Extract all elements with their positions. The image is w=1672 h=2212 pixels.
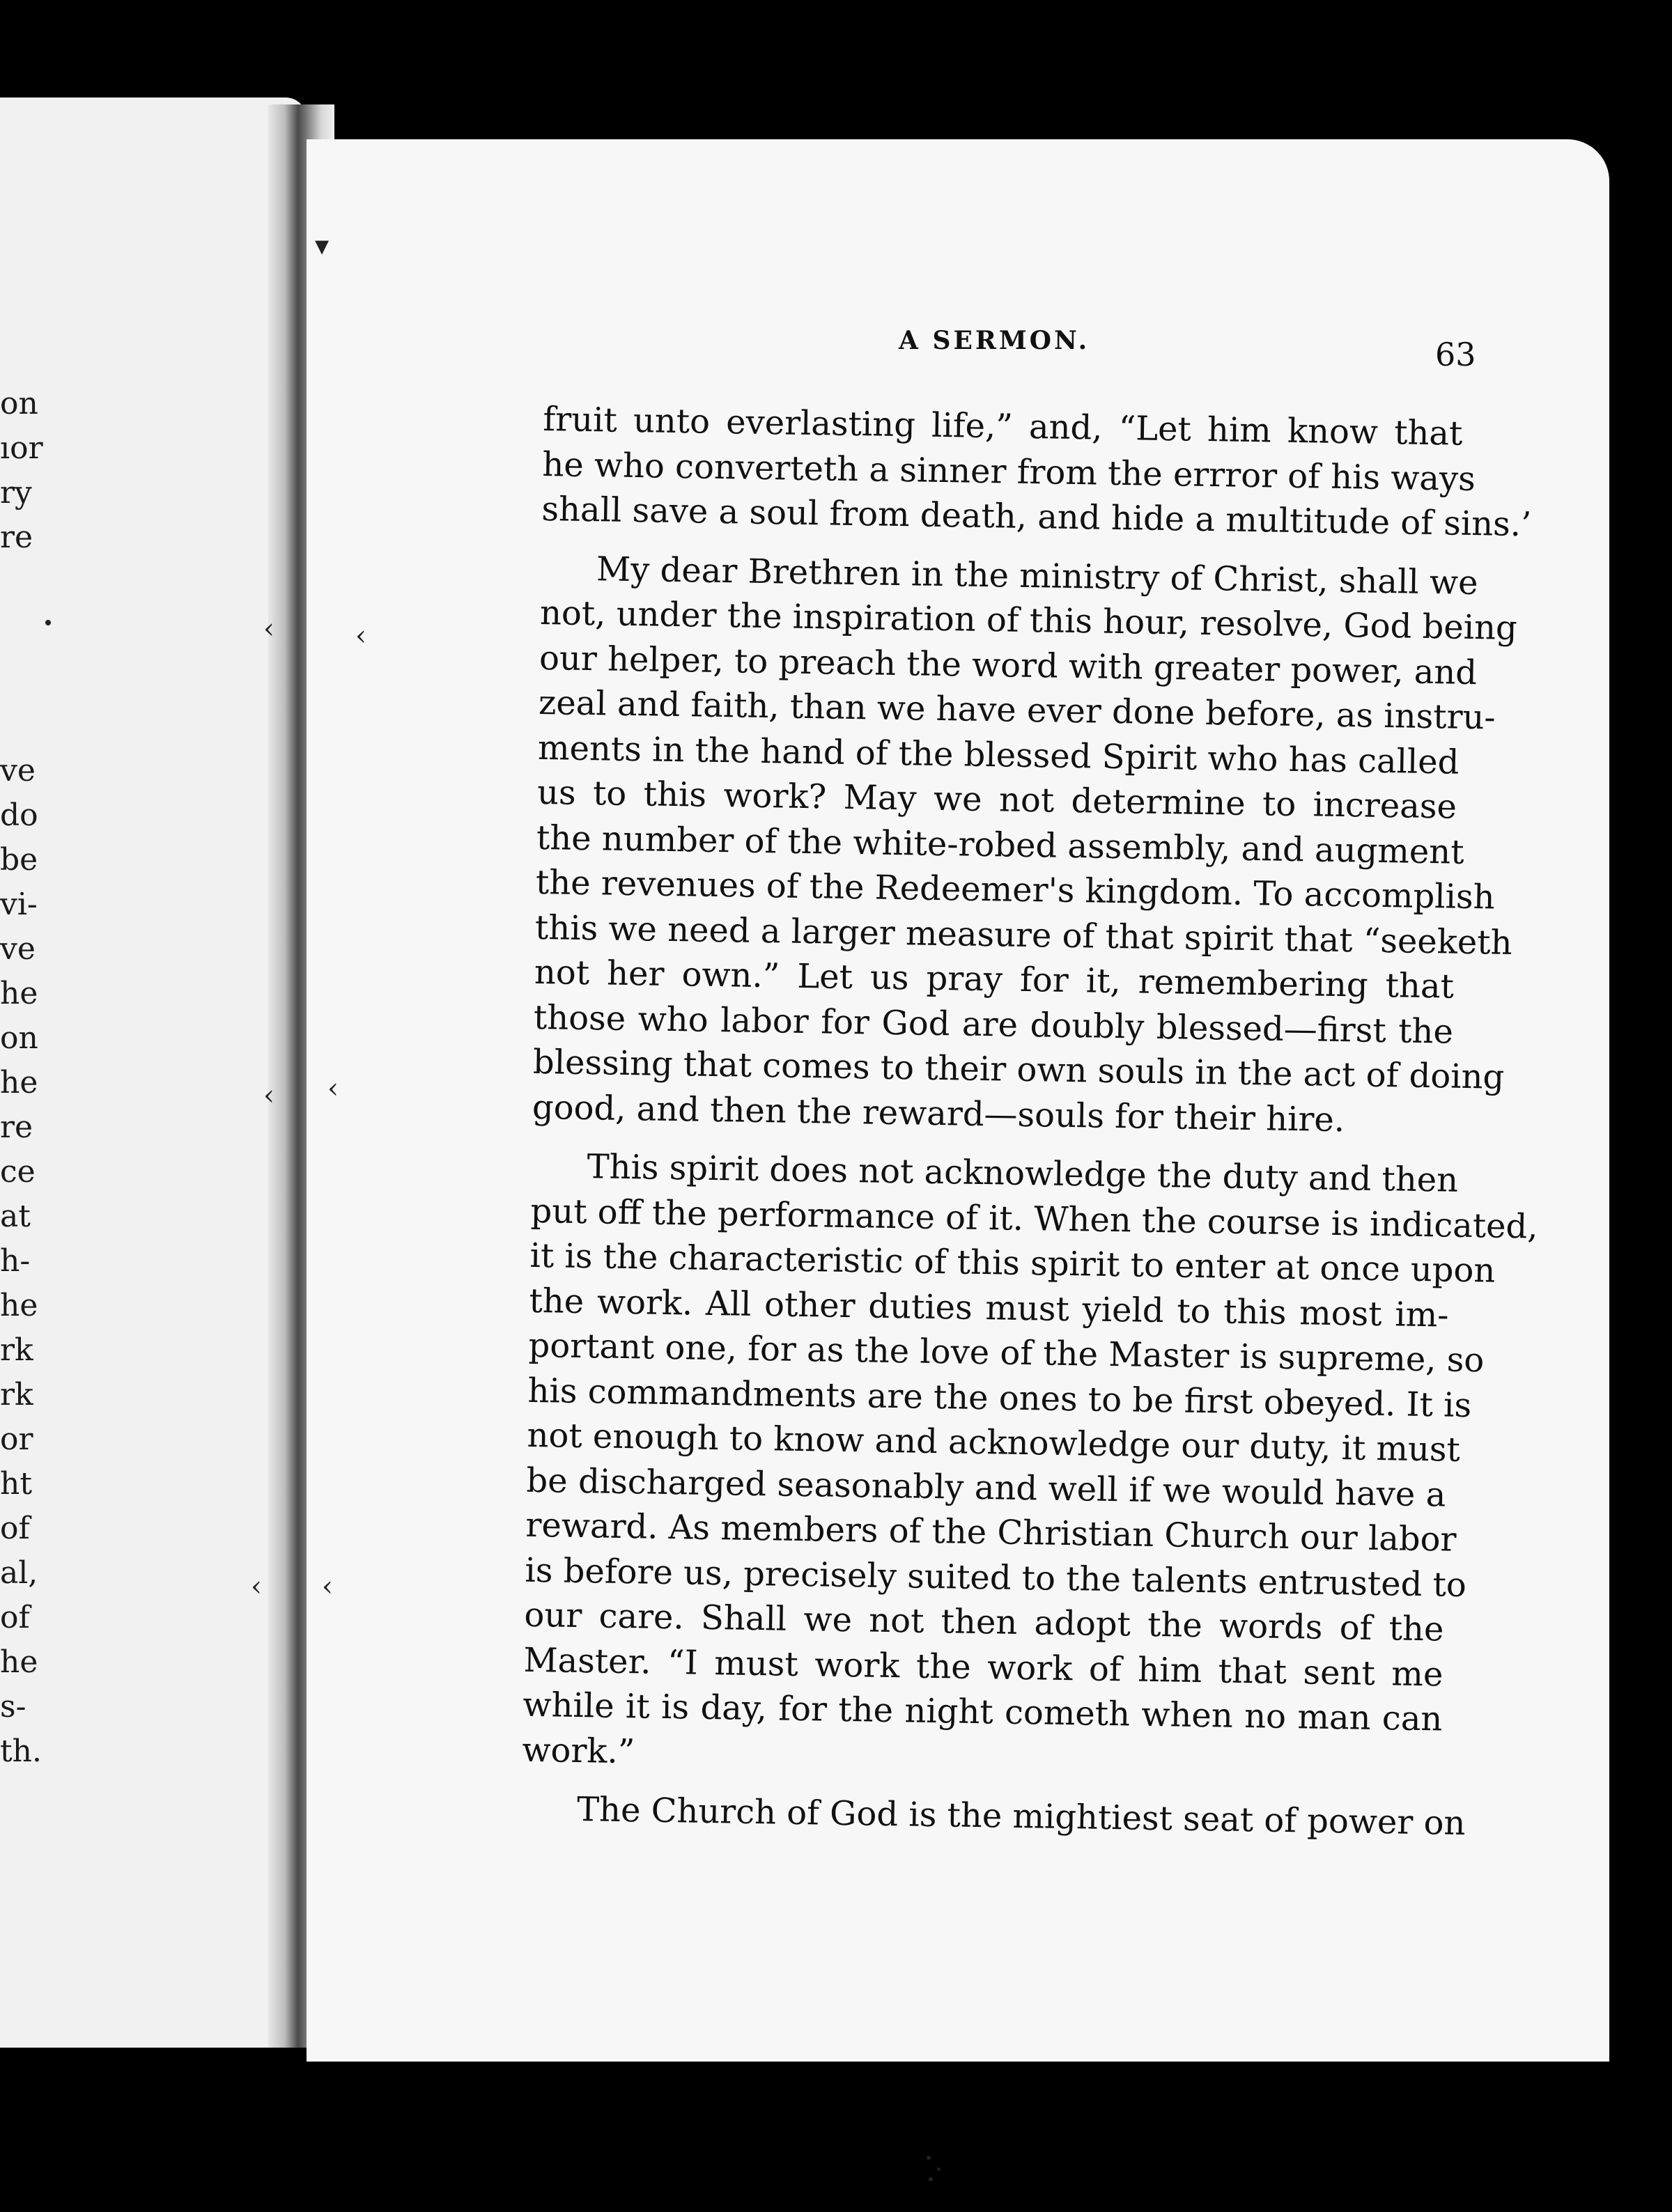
- left-page-line-fragment: vi-: [0, 887, 38, 922]
- text-line: not her own.” Let us pray for it, remembering that: [534, 952, 1455, 1006]
- text-line: blessing that comes to their own souls in the act of doing: [532, 1042, 1505, 1097]
- text-line: our care. Shall we not then adopt the words of the: [524, 1595, 1444, 1649]
- text-line: not, under the inspiration of this hour, resolve, God being: [539, 593, 1518, 648]
- left-page-line-fragment: ry: [0, 475, 32, 511]
- text-line: it is the characteristic of this spirit to enter at once upon: [529, 1236, 1496, 1291]
- left-page-line-fragment: of: [0, 1511, 30, 1546]
- left-page-line-fragment: he: [0, 1644, 38, 1680]
- left-page-line-fragment: do: [0, 797, 38, 833]
- left-page-line-fragment: ıor: [0, 430, 43, 466]
- running-title: A SERMON.: [899, 326, 1090, 355]
- text-line: the number of the white-robed assembly, and augment: [536, 818, 1464, 872]
- left-page-line-fragment: he: [0, 1065, 38, 1100]
- left-page-line-fragment: al,: [0, 1555, 38, 1591]
- text-line: put off the performance of it. When the course is indicated,: [530, 1191, 1538, 1247]
- left-page-line-fragment: ve: [0, 931, 36, 967]
- text-line: the revenues of the Redeemer's kingdom. To accomplish: [535, 862, 1495, 917]
- text-line: our helper, to preach the word with greater power, and: [539, 638, 1478, 692]
- text-line: This spirit does not acknowledge the duty and then: [587, 1147, 1459, 1200]
- gutter-stitch-mark: ▾: [315, 230, 330, 262]
- left-page-line-fragment: on: [0, 386, 38, 421]
- text-line: he who converteth a sinner from the errror of his ways: [542, 444, 1476, 499]
- text-line: zeal and faith, than we have ever done before, as instru-: [538, 683, 1496, 738]
- text-line: is before us, precisely suited to the talents entrusted to: [525, 1550, 1467, 1605]
- text-line: reward. As members of the Christian Church our labor: [525, 1505, 1457, 1559]
- left-page-line-fragment: of: [0, 1600, 30, 1635]
- left-page-fragment-column-top: [0, 382, 70, 560]
- text-line: good, and then the reward—souls for their hire.: [532, 1087, 1345, 1139]
- left-page-line-fragment: ve: [0, 753, 36, 788]
- text-line: work.”: [522, 1730, 635, 1771]
- left-page-line-fragment: th.: [0, 1734, 42, 1769]
- text-line: ments in the hand of the blessed Spirit who has called: [537, 728, 1460, 782]
- text-line: be discharged seasonably and well if we would have a: [526, 1461, 1446, 1515]
- text-line: while it is day, for the night cometh when no man can: [522, 1685, 1443, 1739]
- gutter-stitch-mark: ‹: [263, 613, 274, 645]
- left-page-line-fragment: re: [0, 520, 33, 555]
- left-page-line-fragment: ce: [0, 1154, 36, 1190]
- gutter-stitch-mark: ‹: [327, 1073, 339, 1105]
- gutter-stitch-mark: ‹: [322, 1571, 333, 1603]
- text-line: this we need a larger measure of that spirit that “seeketh: [534, 908, 1512, 963]
- text-line: fruit unto everlasting life,” and, “Let him know that: [543, 399, 1463, 453]
- left-page-line-fragment: s-: [0, 1689, 26, 1724]
- left-page-fragment-column-bottom: [0, 749, 70, 1774]
- paper-speck: [927, 2156, 931, 2160]
- left-page-line-fragment: h-: [0, 1243, 31, 1279]
- left-page-line-fragment: ht: [0, 1466, 33, 1502]
- text-line: those who labor for God are doubly blessed—first the: [533, 997, 1454, 1052]
- left-page-line-fragment: or: [0, 1422, 33, 1457]
- sermon-body-text: [521, 397, 1538, 1846]
- left-page-line-fragment: be: [0, 842, 38, 878]
- text-line: The Church of God is the mightiest seat of power on: [576, 1790, 1466, 1844]
- text-line: the work. All other duties must yield to this most im-: [529, 1281, 1449, 1335]
- left-page-line-fragment: rk: [0, 1332, 33, 1368]
- text-line: Master. “I must work the work of him that sent me: [523, 1640, 1443, 1695]
- text-line: not enough to know and acknowledge our duty, it must: [527, 1415, 1461, 1470]
- text-line: his commandments are the ones to be first obeyed. It is: [527, 1371, 1472, 1425]
- paper-speck: [937, 2167, 940, 2171]
- gutter-stitch-mark: ‹: [355, 620, 366, 652]
- text-line: us to this work? May we not determine to increase: [536, 772, 1457, 827]
- left-page-line-fragment: rk: [0, 1377, 33, 1412]
- text-line: shall save a soul from death, and hide a multitude of sins.’: [541, 489, 1532, 545]
- gutter-stitch-mark: ‹: [263, 1080, 274, 1112]
- gutter-stitch-mark: ‹: [251, 1571, 262, 1603]
- paper-speck: [45, 620, 51, 625]
- text-line: portant one, for as the love of the Master is supreme, so: [528, 1325, 1485, 1380]
- left-page-line-fragment: re: [0, 1109, 33, 1145]
- paper-speck: [929, 2177, 933, 2181]
- left-page-line-fragment: at: [0, 1199, 31, 1234]
- text-line: My dear Brethren in the ministry of Christ, shall we: [596, 549, 1478, 602]
- page-number: 63: [1435, 336, 1476, 373]
- left-page-line-fragment: on: [0, 1020, 38, 1056]
- left-page-line-fragment: he: [0, 976, 38, 1011]
- left-page-line-fragment: he: [0, 1288, 38, 1323]
